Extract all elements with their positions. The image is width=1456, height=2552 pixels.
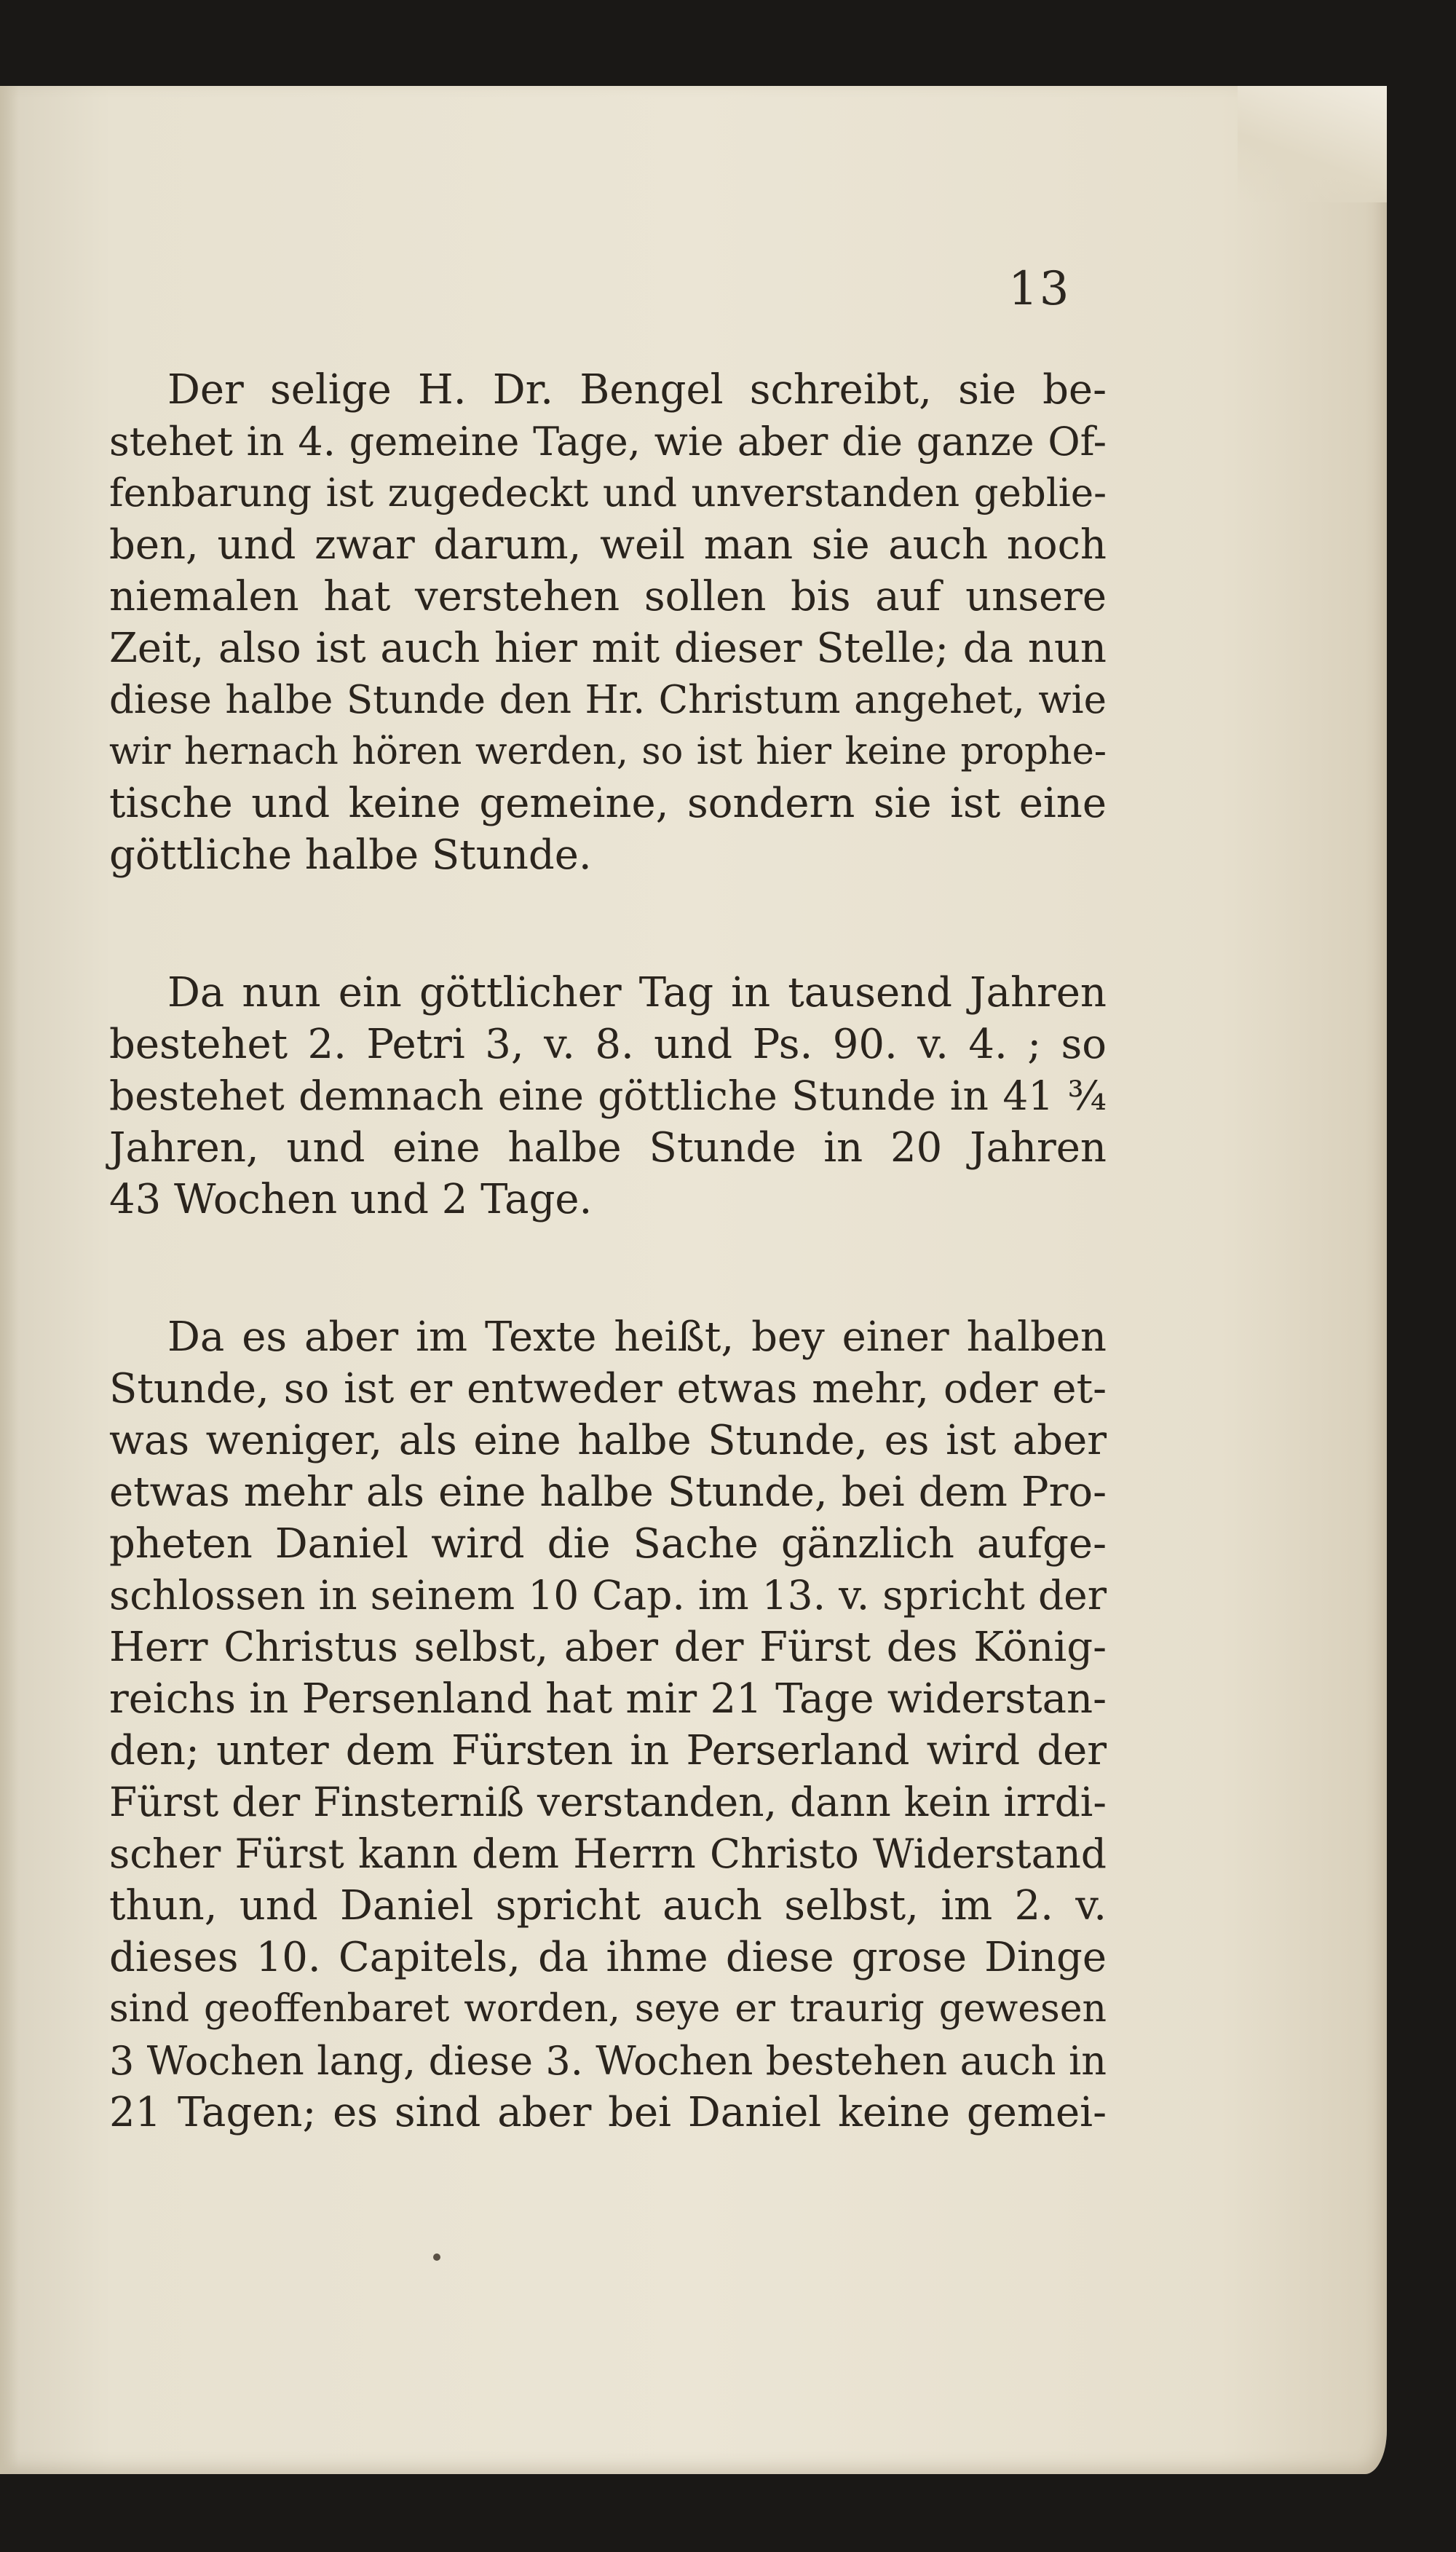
text-line: ben, und zwar darum, weil man sie auch noch	[109, 521, 1107, 569]
text-line: fenbarung ist zugedeckt und unverstanden geblie-	[109, 471, 1107, 515]
text-line: stehet in 4. gemeine Tage, wie aber die ganze Of-	[109, 419, 1107, 465]
body-text	[109, 364, 1107, 2224]
paragraph-1	[109, 364, 1107, 881]
text-line: Herr Christus selbst, aber der Fürst des König-	[109, 1624, 1107, 1671]
text-line: 43 Wochen und 2 Tage.	[109, 1176, 593, 1223]
text-line: 3 Wochen lang, diese 3. Wochen bestehen auch in	[109, 2038, 1107, 2084]
text-line: Stunde, so ist er entweder etwas mehr, oder et-	[109, 1365, 1107, 1413]
text-line: wir hernach hören werden, so ist hier keine prophe-	[109, 730, 1107, 773]
text-line: Da nun ein göttlicher Tag in tausend Jahren	[167, 969, 1107, 1016]
text-line: etwas mehr als eine halbe Stunde, bei dem Pro-	[109, 1469, 1107, 1516]
text-line: pheten Daniel wird die Sache gänzlich aufge-	[109, 1520, 1107, 1568]
paragraph-3	[109, 1311, 1107, 2138]
text-line: 21 Tagen; es sind aber bei Daniel keine gemei-	[109, 2089, 1107, 2136]
text-line: dieses 10. Capitels, da ihme diese grose Dinge	[109, 1934, 1107, 1981]
text-line: Da es aber im Texte heißt, bey einer halben	[167, 1313, 1107, 1361]
text-line: sind geoffenbaret worden, seye er traurig gewesen	[109, 1987, 1107, 2031]
text-line: diese halbe Stunde den Hr. Christum angehet, wie	[109, 678, 1107, 722]
page-corner-curl	[1238, 86, 1387, 202]
text-line: tische und keine gemeine, sondern sie ist eine	[109, 780, 1107, 827]
text-line: niemalen hat verstehen sollen bis auf unsere	[109, 573, 1107, 620]
ink-speck	[433, 2253, 440, 2261]
text-line: scher Fürst kann dem Herrn Christo Widerstand	[109, 1830, 1107, 1877]
text-line: thun, und Daniel spricht auch selbst, im 2. v.	[109, 1882, 1107, 1929]
text-line: Jahren, und eine halbe Stunde in 20 Jahren	[109, 1124, 1107, 1172]
text-line: Zeit, also ist auch hier mit dieser Stelle; da nun	[109, 625, 1107, 672]
paragraph-2	[109, 967, 1107, 1225]
text-line: göttliche halbe Stunde.	[109, 831, 592, 879]
text-line: was weniger, als eine halbe Stunde, es ist aber	[109, 1417, 1107, 1464]
text-line: bestehet demnach eine göttliche Stunde in 41 ¾	[109, 1072, 1107, 1119]
text-line: Der selige H. Dr. Bengel schreibt, sie be-	[167, 366, 1107, 414]
text-line: Fürst der Finsterniß verstanden, dann kein irrdi-	[109, 1779, 1107, 1825]
text-line: den; unter dem Fürsten in Perserland wird der	[109, 1727, 1107, 1774]
text-line: bestehet 2. Petri 3, v. 8. und Ps. 90. v. 4. ; so	[109, 1021, 1107, 1068]
text-line: schlossen in seinem 10 Cap. im 13. v. spricht der	[109, 1572, 1107, 1619]
page-number: 13	[1008, 262, 1071, 316]
text-line: reichs in Persenland hat mir 21 Tage widerstan-	[109, 1675, 1107, 1723]
